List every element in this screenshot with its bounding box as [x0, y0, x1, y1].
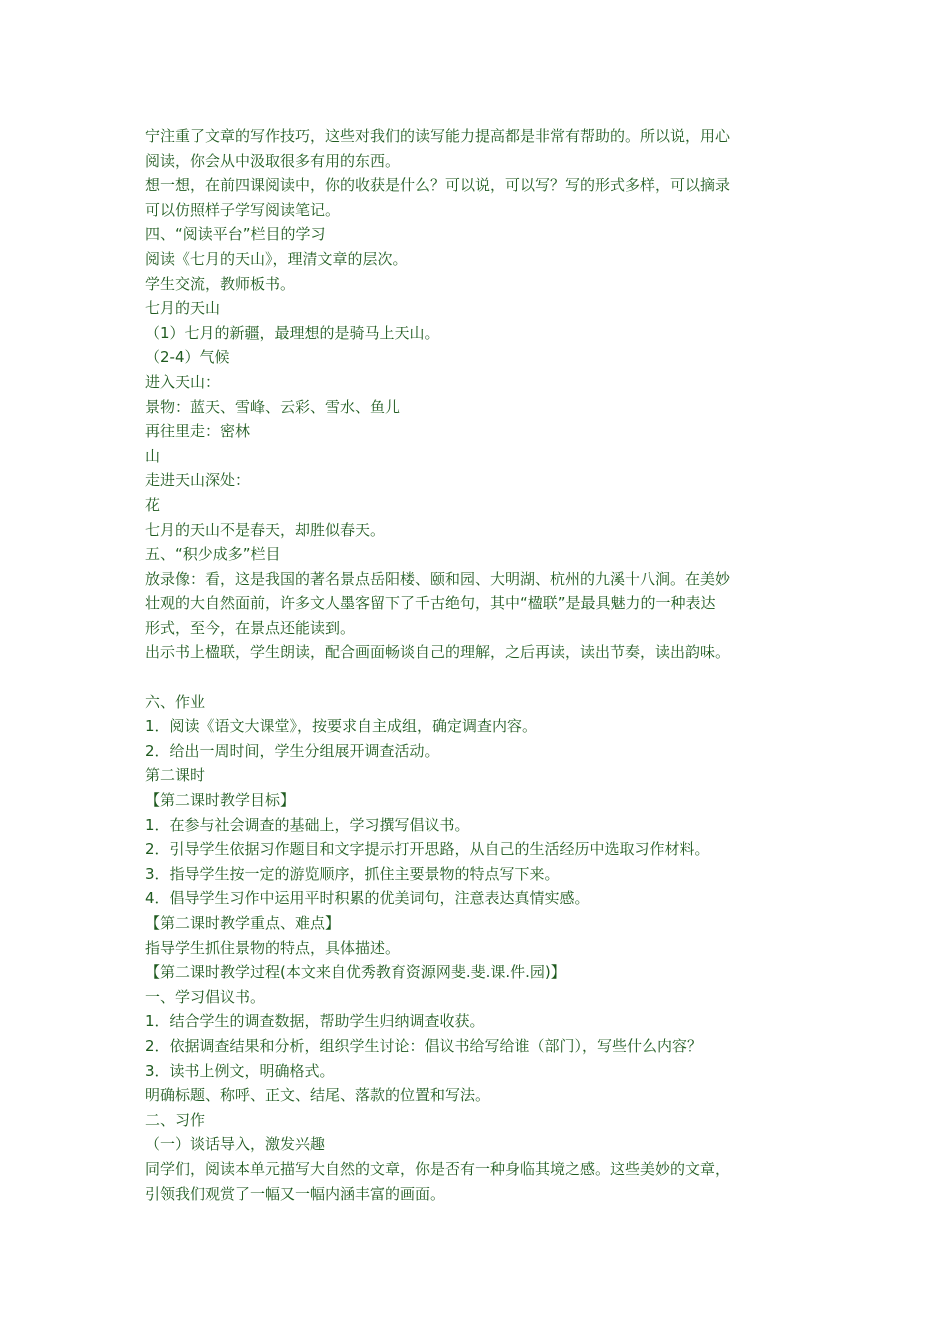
bracket-heading: 【第二课时教学过程(本文来自优秀教育资源网斐.斐.课.件.园)】	[145, 963, 566, 982]
text-line: 学生交流，教师板书。	[145, 274, 296, 293]
text-line: 壮观的大自然面前，许多文人墨客留下了千古绝句，其中“楹联”是最具魅力的一种表达	[145, 594, 716, 613]
text-line: 放录像：看，这是我国的著名景点岳阳楼、颐和园、大明湖、杭州的九溪十八涧。在美妙	[145, 569, 731, 588]
list-item: 1．阅读《语文大课堂》，按要求自主成组，确定调查内容。	[145, 717, 538, 736]
text-line: 明确标题、称呼、正文、结尾、落款的位置和写法。	[145, 1086, 491, 1105]
text-line: 景物：蓝天、雪峰、云彩、雪水、鱼儿	[145, 397, 401, 416]
text-line: 阅读《七月的天山》，理清文章的层次。	[145, 249, 408, 268]
list-item: 4．倡导学生习作中运用平时积累的优美词句，注意表达真情实感。	[145, 889, 590, 908]
text-line: 七月的天山不是春天，却胜似春天。	[145, 520, 386, 539]
section-heading: 五、“积少成多”栏目	[145, 545, 281, 564]
text-line: 进入天山：	[145, 372, 221, 391]
list-item: 1．结合学生的调查数据，帮助学生归纳调查收获。	[145, 1012, 485, 1031]
text-line: 出示书上楹联，学生朗读，配合画面畅谈自己的理解，之后再读，读出节奏，读出韵味。	[145, 643, 731, 662]
text-line: 山	[145, 446, 161, 465]
list-item: 1．在参与社会调查的基础上，学习撰写倡议书。	[145, 815, 470, 834]
bracket-heading: 【第二课时教学目标】	[145, 791, 296, 810]
list-item: 3．指导学生按一定的游览顺序，抓住主要景物的特点写下来。	[145, 864, 560, 883]
section-heading: 六、作业	[145, 692, 206, 711]
list-item: 2．依据调查结果和分析，组织学生讨论：倡议书给写给谁（部门），写些什么内容？	[145, 1036, 703, 1055]
text-line: 同学们，阅读本单元描写大自然的文章，你是否有一种身临其境之感。这些美妙的文章，	[145, 1159, 731, 1178]
text-line: 引领我们观赏了一幅又一幅内涵丰富的画面。	[145, 1184, 446, 1203]
bracket-heading: 【第二课时教学重点、难点】	[145, 914, 341, 932]
list-item: 2．给出一周时间，学生分组展开调查活动。	[145, 741, 440, 760]
document-body	[145, 124, 815, 1206]
list-item: 3．读书上例文，明确格式。	[145, 1061, 335, 1080]
text-line: 指导学生抓住景物的特点，具体描述。	[145, 938, 401, 957]
text-line: 想一想，在前四课阅读中，你的收获是什么？可以说，可以写？写的形式多样，可以摘录	[145, 176, 731, 195]
section-heading: 二、习作	[145, 1110, 206, 1129]
text-line: （2-4）气候	[145, 348, 230, 367]
text-line: 花	[145, 495, 161, 514]
blank-line	[145, 665, 815, 690]
lesson-heading: 第二课时	[145, 766, 206, 785]
text-line: 走进天山深处：	[145, 471, 251, 490]
text-line: 再往里走：密林	[145, 422, 251, 441]
board-title: 七月的天山	[145, 299, 221, 318]
text-line: （1）七月的新疆，最理想的是骑马上天山。	[145, 323, 440, 342]
list-item: 2．引导学生依据习作题目和文字提示打开思路，从自己的生活经历中选取习作材料。	[145, 840, 710, 859]
section-heading: 一、学习倡议书。	[145, 987, 266, 1006]
section-heading: 四、“阅读平台”栏目的学习	[145, 225, 326, 244]
text-line: 可以仿照样子学写阅读笔记。	[145, 200, 341, 219]
text-line: 宁注重了文章的写作技巧，这些对我们的读写能力提高都是非常有帮助的。所以说，用心	[145, 127, 731, 145]
subsection-heading: （一）谈话导入，激发兴趣	[145, 1135, 326, 1154]
text-line: 阅读，你会从中汲取很多有用的东西。	[145, 151, 401, 170]
text-line: 形式，至今，在景点还能读到。	[145, 618, 356, 637]
